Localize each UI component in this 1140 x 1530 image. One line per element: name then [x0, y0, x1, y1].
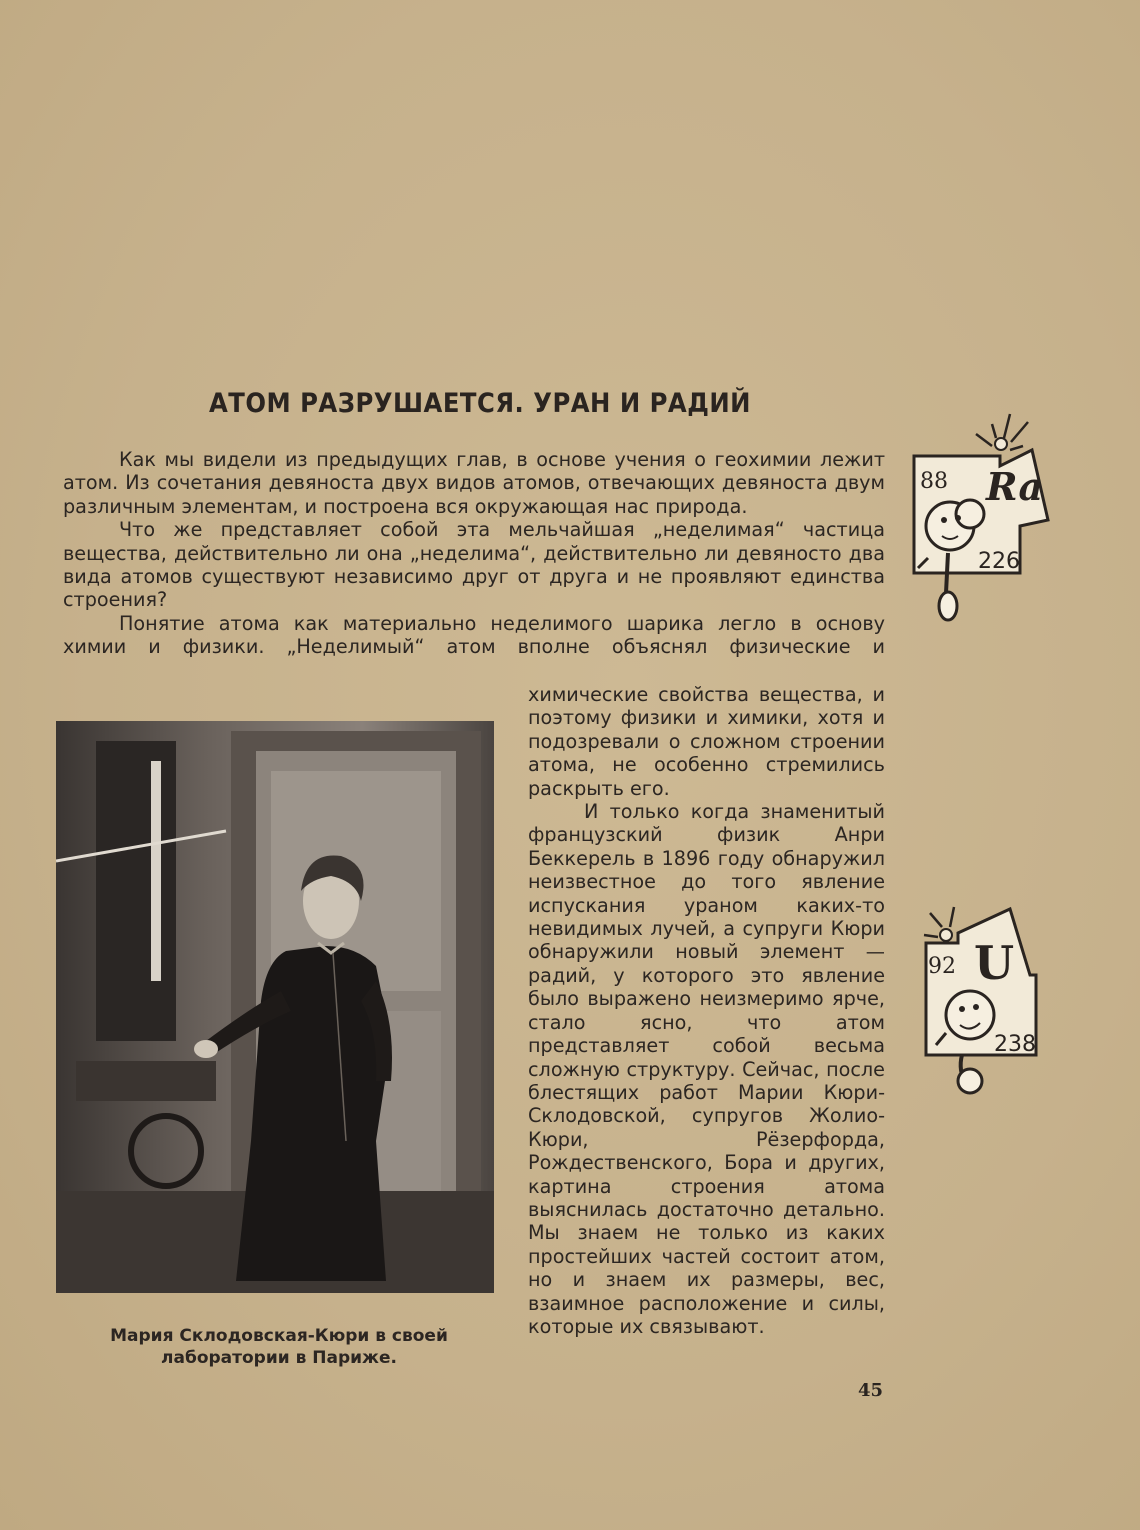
radium-atomic-number: 88	[920, 469, 948, 494]
paragraph: Понятие атома как материально неделимого шарика легло в основу химии и физики. „Неделимый“ атом вполне объяснял физические и	[63, 611, 885, 659]
right-column-text	[528, 683, 885, 1338]
uranium-atomic-number: 92	[928, 954, 956, 979]
radium-atom-mascot	[908, 408, 1058, 648]
paragraph: И только когда знаменитый французский физик Анри Беккерель в 1896 году обнаружил неизвестное до того явление испускания ураном каких-то невидимых лучей, а супруги Кюри обнаружили новый элемент — радий, у которого это явление было выражено неизмеримо ярче, стало ясно, что атом представляет собой весьма сложную структуру. Сейчас, после блестящих работ Марии Кюри-Склодовской, супругов Жолио-Кюри, Рёзерфорда, Рождественского, Бора и других, картина строения атома выяснилась достаточно детально. Мы знаем не только из каких простейших частей состоит атом, но и знаем их размеры, вес, взаимное расположение и силы, которые их связывают.	[528, 800, 885, 1338]
paragraph: Что же представляет собой эта мельчайшая „неделимая“ частица вещества, действительно ли она „неделима“, действительно ли девяносто два вида атомов существуют независимо друг от друга и не проявляют единства строения?	[63, 518, 885, 612]
curie-laboratory-photo	[56, 721, 494, 1293]
page-number: 45	[858, 1380, 884, 1401]
page-title: АТОМ РАЗРУШАЕТСЯ. УРАН И РАДИЙ	[208, 388, 751, 419]
radium-symbol: Ra	[986, 464, 1044, 509]
paragraph: Как мы видели из предыдущих глав, в основе учения о геохимии лежит атом. Из сочетания девяноста двух видов атомов, отвечающих девяноста двум различным элементам, и построена вся окружающая нас природа.	[63, 448, 885, 518]
intro-text	[63, 448, 885, 659]
paragraph: химические свойства вещества, и поэтому физики и химики, хотя и подозревали о сложном строении атома, не особенно стремились раскрыть его.	[528, 683, 885, 800]
photo-caption: Мария Склодовская-Кюри в своей лаборатории в Париже.	[110, 1326, 448, 1368]
uranium-symbol: U	[974, 936, 1015, 990]
uranium-mass-number: 238	[994, 1032, 1036, 1057]
radium-mass-number: 226	[978, 549, 1020, 574]
uranium-atom-mascot	[918, 905, 1050, 1105]
